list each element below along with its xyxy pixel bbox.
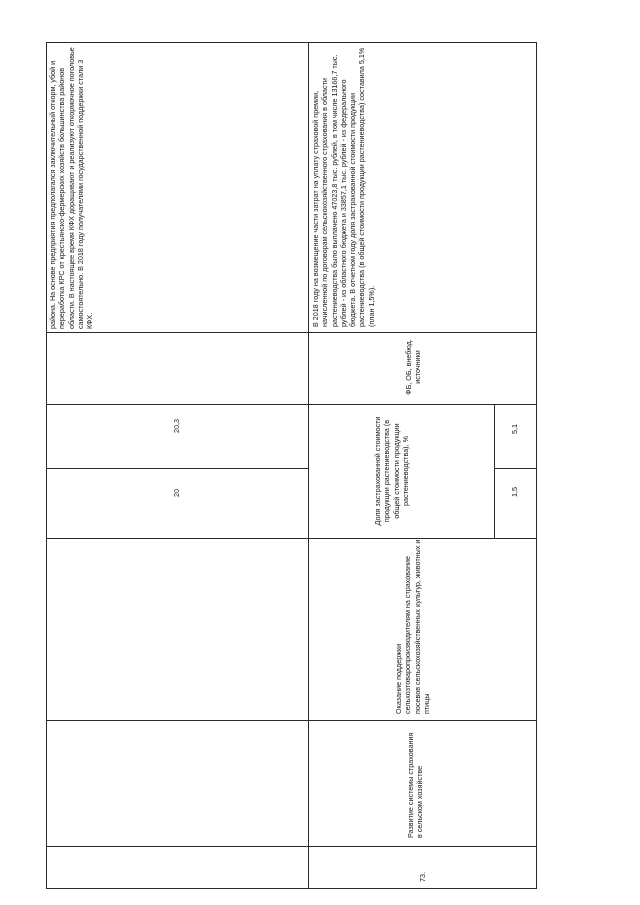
measure-name: Оказание поддержки сельхозтоваропроизводителям на страхование посевов сельскохозяйственных культур, животных и птицы <box>394 539 431 714</box>
column-divider-main <box>308 42 309 889</box>
row-divider-3 <box>46 468 308 469</box>
program-name: Развитие системы страхования в сельском хозяйстве <box>406 732 425 838</box>
table-border-left <box>46 42 47 889</box>
previous-row-description: района. На основе предприятия предполагался заключительный откорм, убой и переработка КРС от крестьянско-фермерских хозяйств большинства районов области. В настоящее время КФХ доращивают и реализуют откормочное поголовье самостоятельно. В 2018 году получателями государственной поддержки стали 3 КФХ. <box>48 47 95 329</box>
column-divider-values <box>494 404 495 538</box>
funding-source: ФБ, ОБ, внебюд. источники <box>404 339 423 395</box>
row-divider-1 <box>46 332 536 333</box>
row-divider-4 <box>46 538 536 539</box>
plan-value: 1,5 <box>510 487 519 497</box>
row-divider-2 <box>46 404 536 405</box>
table-border-bottom <box>46 888 536 889</box>
previous-row-fact-value: 20,3 <box>172 419 181 433</box>
previous-row-plan-value: 20 <box>172 489 181 497</box>
table-border-right <box>536 42 537 889</box>
row-number: 73. <box>418 872 427 882</box>
fact-value: 5,1 <box>510 424 519 434</box>
row-divider-5 <box>46 720 536 721</box>
indicator-name: Доля застрахованной стоимости продукции растениеводства (в общей стоимости продукции растениеводства), % <box>373 416 410 526</box>
row-description: В 2018 году на возмещение части затрат на уплату страховой премии, начисленной по договорам сельскохозяйственного страхования в области растениеводства было выплачено 47023,8 тыс. рублей, в том числе 13166,7 тыс. рублей - из областного бюджета и 33857,1 тыс. рублей - из федерального бюджета. В отчетном году доля застрахованной стоимости продукции растениеводства (в общей стоимости продукции растениеводства) составила 5,1% (план 1,5%). <box>311 47 376 327</box>
table-border-top <box>46 42 536 43</box>
row-divider-6 <box>46 846 536 847</box>
